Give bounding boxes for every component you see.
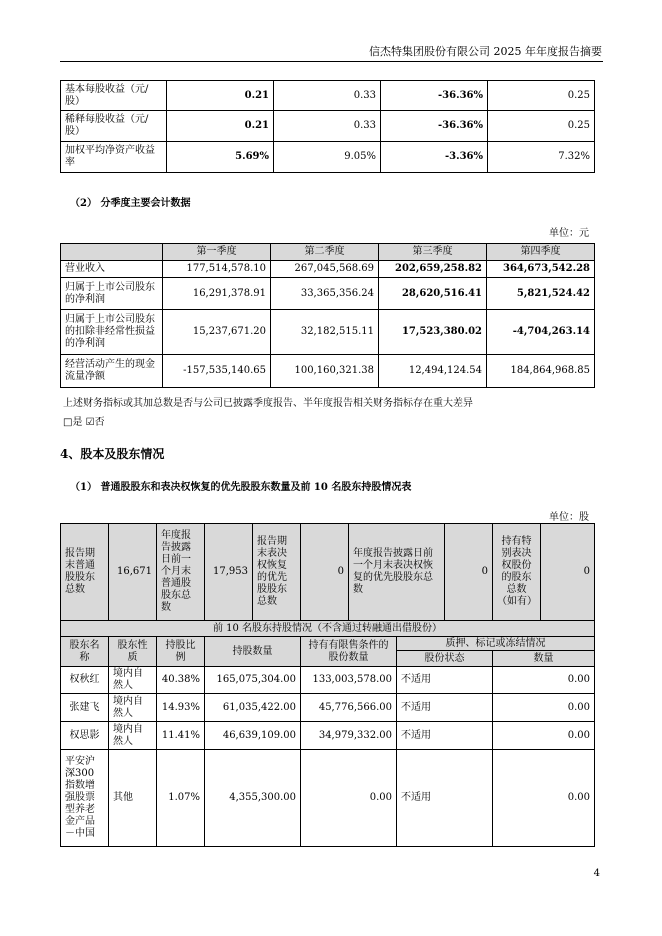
cell: 境内自然人 [109,667,157,694]
cell: 15,237,671.20 [163,310,271,355]
table-row [61,261,595,278]
summary-label: 年度报告披露日前一个月末普通股股东总数 [157,524,205,621]
top10-title-row [61,621,595,637]
per-share-table [60,80,595,173]
page-number: 4 [593,868,600,879]
cell: -4,704,263.14 [487,310,595,355]
cell: 16,291,378.91 [163,278,271,310]
row-label: 加权平均净资产收益率 [61,142,167,173]
section-title-shareholders: 4、股本及股东情况 [60,447,165,461]
cell: 5.69% [167,142,274,173]
cell: 0.25 [488,81,595,111]
column-header: 第四季度 [487,244,595,261]
top10-title: 前 10 名股东持股情况（不含通过转融通出借股份） [61,621,595,637]
cell: 33,365,356.24 [271,278,379,310]
cell: -157,535,140.65 [163,355,271,388]
cell: 0.33 [274,111,381,142]
cell: 267,045,568.69 [271,261,379,278]
cell: 7.32% [488,142,595,173]
cell: 其他 [109,750,157,847]
table-header-row [61,244,595,261]
cell: 0.00 [493,694,595,722]
table-row [61,694,595,722]
row-label: 归属于上市公司股东的净利润 [61,278,163,310]
section-title-quarterly: （2） 分季度主要会计数据 [70,198,191,209]
column-header: 第三季度 [379,244,487,261]
summary-value: 0 [541,524,595,621]
cell: 202,659,258.82 [379,261,487,278]
cell: 12,494,124.54 [379,355,487,388]
summary-label: 年度报告披露日前一个月末表决权恢复的优先股股东总数 [349,524,445,621]
summary-label: 持有特别表决权股份的股东总数（如有） [493,524,541,621]
column-header: 第一季度 [163,244,271,261]
row-label: 基本每股收益（元/股） [61,81,167,111]
column-header: 第二季度 [271,244,379,261]
summary-value: 16,671 [109,524,157,621]
column-header-row [61,637,595,651]
cell: 4,355,300.00 [205,750,301,847]
cell: 32,182,515.11 [271,310,379,355]
table-row [61,111,595,142]
row-label: 经营活动产生的现金流量净额 [61,355,163,388]
cell: -36.36% [381,81,488,111]
cell: -36.36% [381,111,488,142]
cell: 0.00 [301,750,397,847]
column-header: 股份状态 [397,651,493,667]
column-header: 持股数量 [205,637,301,667]
cell: 0.21 [167,111,274,142]
cell: 34,979,332.00 [301,722,397,750]
row-label: 稀释每股收益（元/股） [61,111,167,142]
column-header: 质押、标记或冻结情况 [397,637,595,651]
cell: 0.00 [493,667,595,694]
table-row [61,722,595,750]
table-row [61,81,595,111]
summary-label: 报告期末普通股股东总数 [61,524,109,621]
cell: -3.36% [381,142,488,173]
cell: 境内自然人 [109,694,157,722]
note-text: 上述财务指标或其加总数是否与公司已披露季度报告、半年度报告相关财务指标存在重大差异 [63,398,473,409]
table-row [61,667,595,694]
cell: 1.07% [157,750,205,847]
cell: 0.25 [488,111,595,142]
yes-no-checkbox: □是 ☑否 [63,417,105,428]
shareholder-name: 权秋红 [61,667,109,694]
cell: 100,160,321.38 [271,355,379,388]
cell: 61,035,422.00 [205,694,301,722]
table-row [61,278,595,310]
shareholder-table [60,523,595,847]
cell: 5,821,524.42 [487,278,595,310]
row-label: 归属于上市公司股东的扣除非经常性损益的净利润 [61,310,163,355]
cell: 184,864,968.85 [487,355,595,388]
cell: 11.41% [157,722,205,750]
row-label: 营业收入 [61,261,163,278]
cell: 46,639,109.00 [205,722,301,750]
cell: 165,075,304.00 [205,667,301,694]
summary-row [61,524,595,621]
cell: 40.38% [157,667,205,694]
cell: 177,514,578.10 [163,261,271,278]
cell: 0.00 [493,722,595,750]
shareholder-name: 权思影 [61,722,109,750]
cell: 不适用 [397,667,493,694]
column-header: 股东名称 [61,637,109,667]
table-row [61,750,595,847]
cell: 28,620,516.41 [379,278,487,310]
table-row [61,310,595,355]
cell: 364,673,542.28 [487,261,595,278]
unit-label-shares: 单位：股 [549,512,589,523]
cell: 不适用 [397,722,493,750]
cell: 14.93% [157,694,205,722]
cell: 0.00 [493,750,595,847]
header-rule [60,61,603,62]
column-header: 持股比例 [157,637,205,667]
cell: 不适用 [397,694,493,722]
unit-label: 单位：元 [549,228,589,239]
summary-value: 0 [301,524,349,621]
column-header: 数量 [493,651,595,667]
summary-value: 0 [445,524,493,621]
cell: 45,776,566.00 [301,694,397,722]
cell: 不适用 [397,750,493,847]
quarterly-table [60,243,595,388]
table-row [61,355,595,388]
table-row [61,142,595,173]
cell: 0.33 [274,81,381,111]
column-header [61,244,163,261]
section-title-top10: （1） 普通股股东和表决权恢复的优先股股东数量及前 10 名股东持股情况表 [70,482,412,493]
page-header: 信杰特集团股份有限公司 2025 年年度报告摘要 [369,45,602,58]
column-header: 股东性质 [109,637,157,667]
cell: 境内自然人 [109,722,157,750]
summary-value: 17,953 [205,524,253,621]
shareholder-name: 张建飞 [61,694,109,722]
column-header: 持有有限售条件的股份数量 [301,637,397,667]
cell: 133,003,578.00 [301,667,397,694]
shareholder-name: 平安沪深300指数增强股票型养老金产品－中国 [61,750,109,847]
cell: 9.05% [274,142,381,173]
cell: 0.21 [167,81,274,111]
cell: 17,523,380.02 [379,310,487,355]
summary-label: 报告期末表决权恢复的优先股股东总数 [253,524,301,621]
